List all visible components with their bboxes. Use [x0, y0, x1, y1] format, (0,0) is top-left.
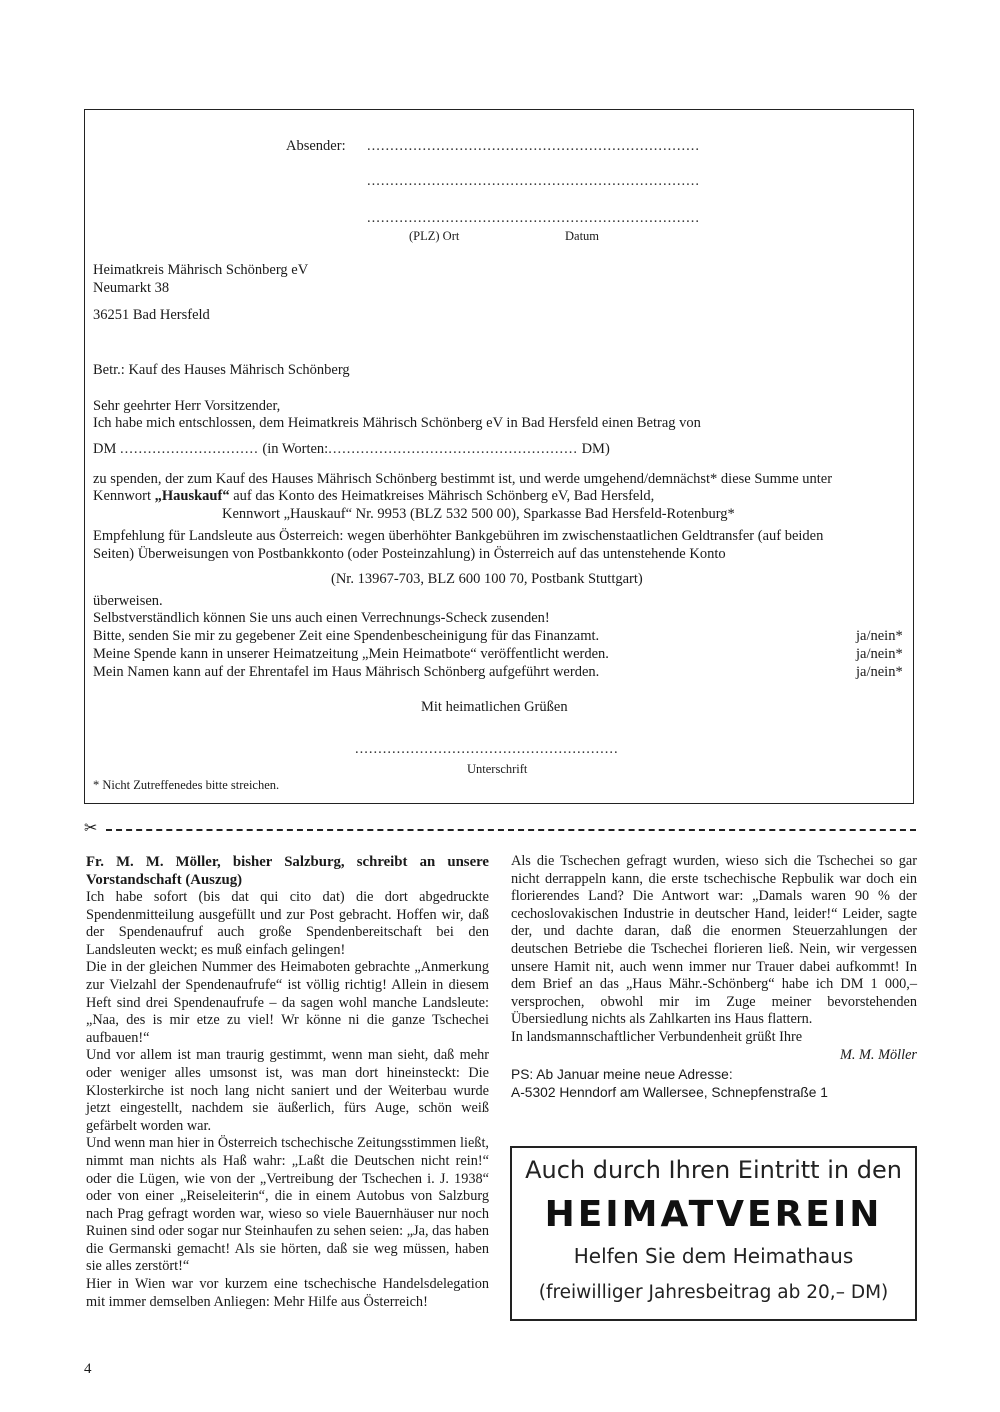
postbank-details: (Nr. 13967-703, BLZ 600 100 70, Postbank Stuttgart)	[331, 571, 643, 587]
konto-text: auf das Konto des Heimatkreises Mährisch Schönberg eV, Bad Hersfeld,	[229, 488, 655, 504]
dm-amount-row	[93, 440, 610, 458]
ps-line-2: A-5302 Henndorf am Wallersee, Schnepfenstraße 1	[511, 1084, 828, 1100]
ad-headline: HEIMATVEREIN	[544, 1194, 883, 1235]
in-worten-label: (in Worten:	[262, 441, 329, 457]
datum-label: Datum	[565, 229, 600, 243]
bank-details: Kennwort „Hauskauf“ Nr. 9953 (BLZ 532 500 00), Sparkasse Bad Hersfeld-Rotenburg*	[222, 506, 735, 522]
option-choice-3[interactable]: ja/nein*	[856, 664, 903, 680]
footnote: * Nicht Zutreffenedes bitte streichen.	[93, 778, 280, 792]
kennwort-label: Kennwort	[93, 488, 155, 504]
article-paragraph-2: Die in der gleichen Nummer des Heimaboten gebrachte „Anmerkung zur Vielzahl der Spendenaufrufe“ ist völlig richtig! Allein in diesem Heft sind drei Spendenaufrufe – da sagen wohl manche Landsleute: „Naa, des is mir etze zu viel! Wr könne ni die ganze Tschechei aufbauen!“	[86, 959, 489, 1046]
recipient-city: 36251 Bad Hersfeld	[93, 307, 210, 323]
option-text-2: Meine Spende kann in unserer Heimatzeitung „Mein Heimatbote“ veröffentlicht werden.	[93, 646, 609, 662]
scheck-text: Selbstverständlich können Sie uns auch einen Verrechnungs-Scheck zusenden!	[93, 610, 550, 626]
article-signature: M. M. Möller	[839, 1046, 917, 1063]
page-number: 4	[84, 1361, 92, 1377]
betreff-line: Betr.: Kauf des Hauses Mährisch Schönberg	[93, 362, 350, 378]
donation-form	[84, 109, 914, 804]
dm-suffix: DM)	[581, 441, 610, 457]
option-choice-1[interactable]: ja/nein*	[856, 628, 903, 644]
article-paragraph-1: Ich habe sofort (bis dat qui cito dat) die dort abgedruckte Spendenmitteilung ausgefüllt und zur Post gebracht. Hoffen wir, daß der Spendenaufruf auch große Spendenbereitschaft bei den Landsleuten weckt; es muß einfach gelingen!	[86, 889, 489, 958]
signature-field[interactable]: .........................................................	[355, 741, 619, 757]
absender-line-1[interactable]: ........................................................................	[367, 138, 700, 154]
dm-amount-field[interactable]: ..............................	[120, 441, 259, 457]
recipient-street: Neumarkt 38	[93, 280, 170, 296]
recipient-name: Heimatkreis Mährisch Schönberg eV	[93, 262, 309, 278]
article-title: Fr. M. M. Möller, bisher Salzburg, schreibt an unsere Vorstandschaft (Auszug)	[86, 854, 489, 888]
absender-line-3[interactable]: ........................................................................	[367, 210, 700, 226]
body-text-1: zu spenden, der zum Kauf des Hauses Mährisch Schönberg bestimmt ist, und werde umgehend/demnächst* diese Summe unter	[93, 471, 833, 487]
body-text-2	[93, 487, 654, 505]
article-left-column	[86, 853, 489, 1311]
article-paragraph-5: Hier in Wien war vor kurzem eine tschechische Handelsdelegation mit immer demselben Anliegen: Mehr Hilfe aus Österreich!	[86, 1276, 489, 1310]
intro-text: Ich habe mich entschlossen, dem Heimatkreis Mährisch Schönberg eV in Bad Hersfeld einen Betrag von	[93, 415, 701, 431]
cut-line	[84, 818, 916, 838]
austria-recommendation-2: Seiten) Überweisungen von Postbankkonto (oder Posteinzahlung) in Österreich auf das untenstehende Konto	[93, 546, 726, 562]
article-paragraph-3: Und vor allem ist man traurig gestimmt, wenn man sieht, daß mehr oder weniger alles umsonst ist, was man dort hineinsteckt: Die Klosterkirche ist noch lang nicht saniert und der Weiterbau wurde jetzt eingestellt, nachdem sie äußerlich, fürs Auge, schön weiß gefärbelt worden war.	[86, 1047, 489, 1134]
kennwort-bold: „Hauskauf“	[154, 488, 230, 504]
ueberweisen-text: überweisen.	[93, 593, 163, 609]
austria-recommendation-1: Empfehlung für Landsleute aus Österreich: wegen überhöhter Bankgebühren im zwischenstaatlichen Geldtransfer (auf beiden	[93, 528, 824, 544]
closing-greeting: Mit heimatlichen Grüßen	[421, 699, 568, 715]
article-right-column	[511, 853, 917, 1101]
dashed-divider	[106, 829, 916, 831]
article-greeting: In landsmannschaftlicher Verbundenheit grüßt Ihre	[511, 1028, 803, 1045]
heimatverein-ad	[510, 1146, 917, 1321]
plz-ort-label: (PLZ) Ort	[409, 229, 460, 243]
ad-line-1: Auch durch Ihren Eintritt in den	[525, 1156, 902, 1184]
option-choice-2[interactable]: ja/nein*	[856, 646, 903, 662]
scissors-icon: ✂	[84, 818, 98, 837]
article-paragraph-6: Als die Tschechen gefragt wurden, wieso sich die Tschechei so gar nicht derrappeln kann, die erste tschechische Repbulik war doch ein florierendes Land? Die Antwort war: „Damals waren 90 % der cechoslovakischen Industrie in deutscher Hand, leider!“ Leider, sagte der, und dachte daran, daß die enormen Steuerzahlungen der deutschen Betriebe die Tschechei florieren ließ. Nein, wir vergessen unsere Hamit nit, auch wenn immer nur Trauer dabei aufkommt! In dem Brief an das „Haus Mähr.-Schönberg“ habe ich DM 1 000,– versprochen, obwohl mir im Zuge meiner bevorstehenden Übersiedlung nichts als Zahlkarten ins Haus flattern.	[511, 853, 917, 1028]
ps-line-1: PS: Ab Januar meine neue Adresse:	[511, 1067, 733, 1083]
signature-label: Unterschrift	[467, 762, 528, 776]
option-text-3: Mein Namen kann auf der Ehrentafel im Haus Mährisch Schönberg aufgeführt werden.	[93, 664, 600, 680]
ad-line-4: (freiwilliger Jahresbeitrag ab 20,– DM)	[538, 1282, 889, 1303]
option-text-1: Bitte, senden Sie mir zu gegebener Zeit eine Spendenbescheinigung für das Finanzamt.	[93, 628, 600, 644]
dm-prefix: DM	[93, 441, 117, 457]
absender-line-2[interactable]: ........................................................................	[367, 173, 700, 189]
article-paragraph-4: Und wenn man hier in Österreich tschechische Zeitungsstimmen ließt, nimmt man nichts als Haß wahr: „Laßt die Deutschen nicht rein!“ oder die Lügen, wie von der „Vertreibung der Tschechen i. J. 1938“ oder von einer „Reiseleiterin“, die in einem Autobus von Salzburg nach Prag gefragt worden war, wieso so viele Bauernhäuser nur noch Ruinen sind oder sogar nur Steinhaufen zu sehen seien: „Ja, das haben die Germanski gemacht! Als sie hörten, daß sie weg müssen, haben sie alles zerstört!“	[86, 1135, 489, 1275]
ad-line-3: Helfen Sie dem Heimathaus	[573, 1244, 854, 1268]
salutation: Sehr geehrter Herr Vorsitzender,	[93, 398, 281, 414]
absender-label: Absender:	[286, 138, 346, 154]
amount-in-words-field[interactable]: ......................................................	[328, 441, 578, 457]
